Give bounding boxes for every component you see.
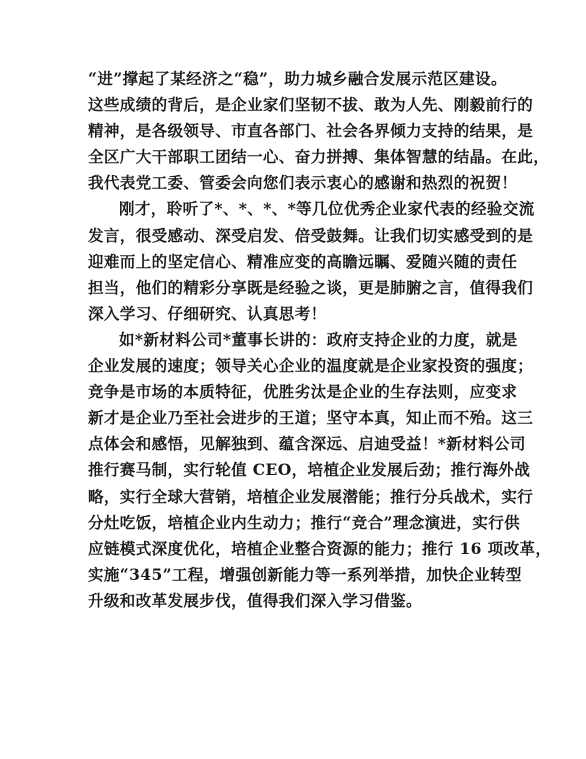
text-line: 发言，很受感动、深受启发、倍受鼓舞。让我们切实感受到的是: [88, 225, 534, 245]
text-line: 升级和改革发展步伐，值得我们深入学习借鉴。: [88, 590, 422, 610]
text-line: 担当，他们的精彩分享既是经验之谈，更是肺腑之言，值得我们: [88, 277, 534, 297]
text-line: 我代表党工委、管委会向您们表示衷心的感谢和热烈的祝贺！: [88, 173, 518, 193]
document-body: [88, 66, 552, 614]
text-line: 实施“345”工程，增强创新能力等一系列举措，加快企业转型: [88, 564, 522, 584]
text-line: 竞争是市场的本质特征，优胜劣汰是企业的生存法则，应变求: [88, 382, 518, 402]
paragraph-2: [88, 196, 535, 326]
text-line: “进”撑起了某经济之“稳”，助力城乡融合发展示范区建设。: [88, 69, 507, 88]
text-line: 推行赛马制，实行轮值 CEO，培植企业发展后劲；推行海外战: [88, 460, 531, 480]
paragraph-1: [88, 66, 550, 196]
text-line: 分灶吃饭，培植企业内生动力；推行“竞合”理念演进，实行供: [88, 512, 521, 532]
text-line: 如*新材料公司*董事长讲的：政府支持企业的力度，就是: [119, 329, 518, 349]
text-line: 应链模式深度优化，培植企业整合资源的能力；推行 16 项改革，: [88, 538, 552, 558]
text-line: 精神，是各级领导、市直各部门、社会各界倾力支持的结果，是: [88, 121, 534, 141]
text-line: 点体会和感悟，见解独到、蕴含深远、启迪受益！*新材料公司: [88, 434, 526, 454]
text-line: 刚才，聆听了*、*、*、*等几位优秀企业家代表的经验交流: [119, 199, 535, 219]
paragraph-3: [88, 327, 552, 614]
text-line: 全区广大干部职工团结一心、奋力拼搏、集体智慧的结晶。在此，: [88, 147, 550, 167]
text-line: 深入学习、仔细研究、认真思考！: [88, 303, 327, 323]
text-line: 迎难而上的坚定信心、精准应变的高瞻远瞩、爱随兴随的责任: [88, 251, 518, 271]
text-line: 这些成绩的背后，是企业家们坚韧不拔、敢为人先、刚毅前行的: [88, 95, 534, 115]
text-line: 新才是企业乃至社会进步的王道；坚守本真，知止而不殆。这三: [88, 408, 534, 428]
text-line: 略，实行全球大营销，培植企业发展潜能；推行分兵战术，实行: [88, 486, 534, 506]
text-line: 企业发展的速度；领导关心企业的温度就是企业家投资的强度；: [88, 356, 534, 376]
